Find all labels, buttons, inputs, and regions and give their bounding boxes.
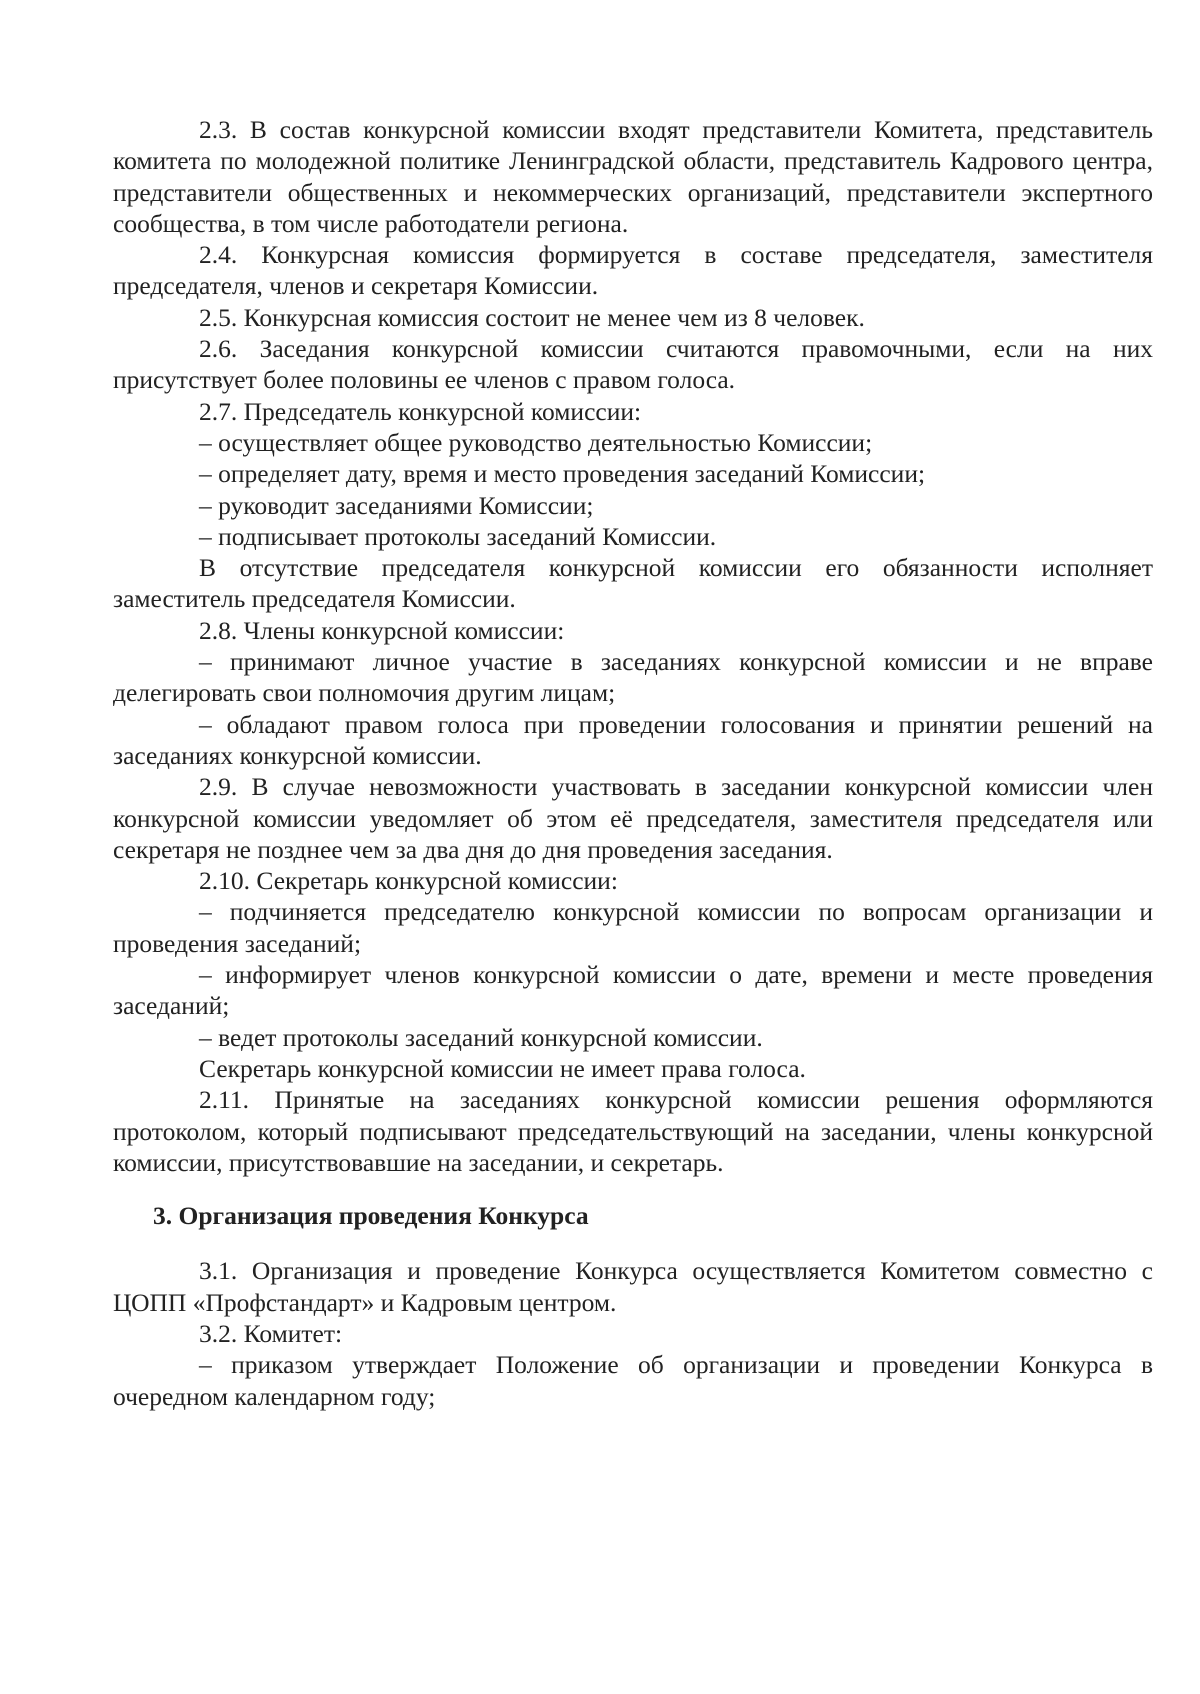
paragraph-2-9: 2.9. В случае невозможности участвовать в заседании конкурсной комиссии член конкурсной комиссии уведомляет об этом её председателя, заместителя председателя или секретаря не позднее чем за два дня до дня проведения заседания. — [113, 772, 1153, 864]
paragraph-2-7: 2.7. Председатель конкурсной комиссии: — [199, 396, 642, 426]
secretary-duty-3: – ведет протоколы заседаний конкурсной комиссии. — [199, 1022, 763, 1052]
paragraph-2-3: 2.3. В состав конкурсной комиссии входят представители Комитета, представитель комитета по молодежной политике Ленинградской области, представитель Кадрового центра, представители общественных и некоммерческих организаций, представители экспертного сообщества, в том числе работодатели региона. — [113, 115, 1153, 238]
committee-duty-1: – приказом утверждает Положение об организации и проведении Конкурса в очередном календарном году; — [113, 1350, 1153, 1411]
member-duty-2: – обладают правом голоса при проведении голосования и принятии решений на заседаниях конкурсной комиссии. — [113, 709, 1153, 770]
chair-duty-4: – подписывает протоколы заседаний Комиссии. — [199, 521, 717, 551]
document-body — [113, 114, 1153, 1412]
paragraph-absence: В отсутствие председателя конкурсной комиссии его обязанности исполняет заместитель председателя Комиссии. — [113, 553, 1153, 614]
chair-duty-1: – осуществляет общее руководство деятельностью Комиссии; — [199, 427, 873, 457]
paragraph-2-6: 2.6. Заседания конкурсной комиссии считаются правомочными, если на них присутствует более половины ее членов с правом голоса. — [113, 334, 1153, 395]
paragraph-2-5: 2.5. Конкурсная комиссия состоит не менее чем из 8 человек. — [199, 302, 865, 332]
chair-duty-2: – определяет дату, время и место проведения заседаний Комиссии; — [199, 459, 926, 489]
section-3-heading: 3. Организация проведения Конкурса — [153, 1201, 589, 1231]
paragraph-3-2: 3.2. Комитет: — [199, 1318, 343, 1348]
paragraph-3-1: 3.1. Организация и проведение Конкурса осуществляется Комитетом совместно с ЦОПП «Профстандарт» и Кадровым центром. — [113, 1256, 1153, 1317]
paragraph-2-8: 2.8. Члены конкурсной комиссии: — [199, 615, 565, 645]
secretary-duty-2: – информирует членов конкурсной комиссии о дате, времени и месте проведения заседаний; — [113, 960, 1153, 1021]
paragraph-2-11: 2.11. Принятые на заседаниях конкурсной комиссии решения оформляются протоколом, который подписывают председательствующий на заседании, члены конкурсной комиссии, присутствовавшие на заседании, и секретарь. — [113, 1085, 1153, 1177]
paragraph-2-4: 2.4. Конкурсная комиссия формируется в составе председателя, заместителя председателя, членов и секретаря Комиссии. — [113, 240, 1153, 301]
paragraph-2-10: 2.10. Секретарь конкурсной комиссии: — [199, 866, 618, 896]
chair-duty-3: – руководит заседаниями Комиссии; — [199, 490, 594, 520]
secretary-duty-1: – подчиняется председателю конкурсной комиссии по вопросам организации и проведения заседаний; — [113, 897, 1153, 958]
member-duty-1: – принимают личное участие в заседаниях конкурсной комиссии и не вправе делегировать свои полномочия другим лицам; — [113, 647, 1153, 708]
paragraph-secretary-vote: Секретарь конкурсной комиссии не имеет права голоса. — [199, 1053, 806, 1083]
